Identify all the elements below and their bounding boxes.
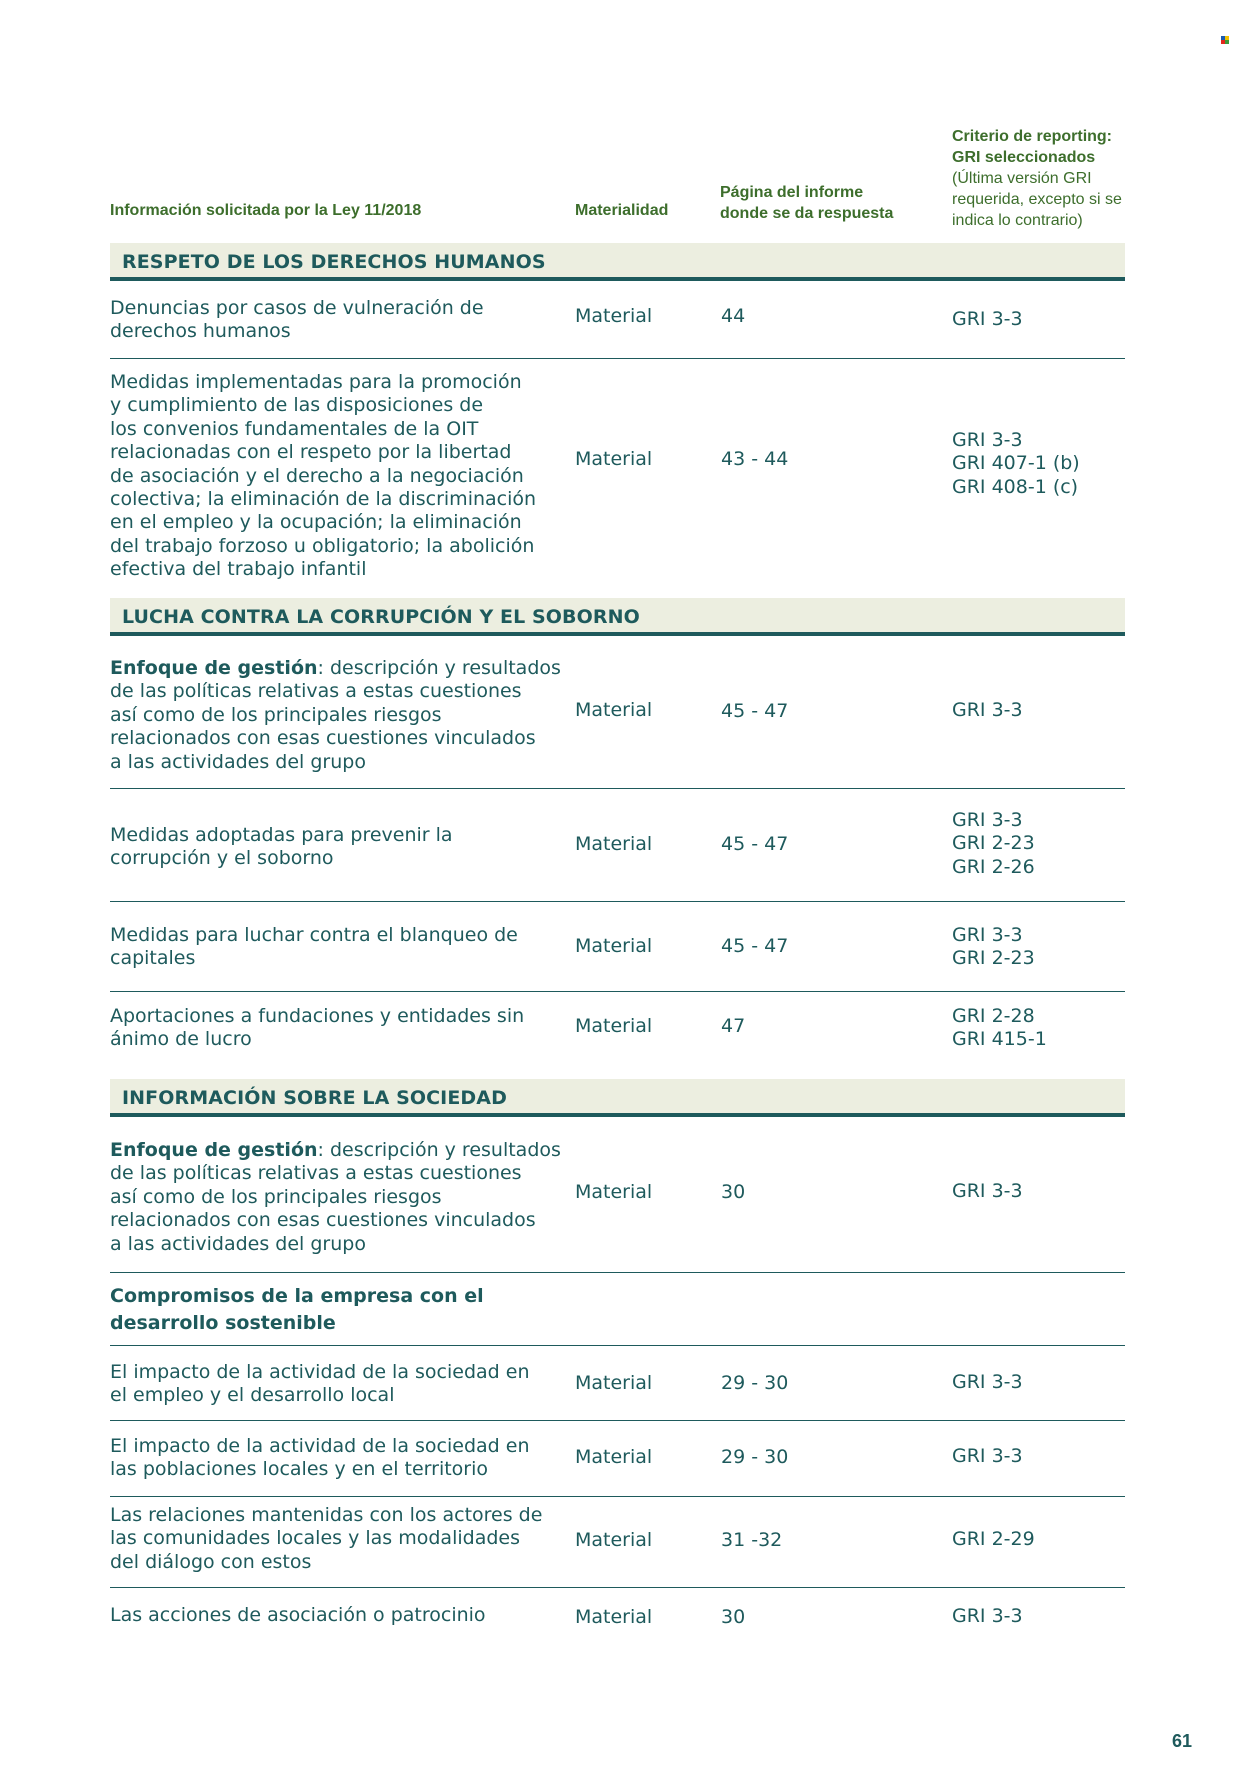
row-empleo-gri: GRI 3-3 [952, 1371, 1023, 1393]
page-number: 61 [1172, 1731, 1193, 1751]
section-title: RESPETO DE LOS DERECHOS HUMANOS [122, 251, 546, 273]
header-pagina: Página del informe donde se da respuesta [720, 184, 894, 222]
row-divider [110, 788, 1125, 789]
row-enfoque-sociedad-info: Enfoque de gestión: descripción y resultados de las políticas relativas a estas cuestiones así como de los principales riesgos relacionados con esas cuestiones vinculados a las actividades del grupo [110, 1139, 561, 1255]
row-poblaciones-info: El impacto de la actividad de la sociedad en las poblaciones locales y en el territorio [110, 1435, 530, 1481]
brand-logo [1221, 36, 1229, 44]
row-denuncias-gri: GRI 3-3 [952, 308, 1023, 330]
row-oit-materialidad: Material [575, 448, 653, 470]
row-poblaciones-materialidad: Material [575, 1446, 653, 1468]
header-materialidad: Materialidad [575, 202, 669, 219]
header-info: Información solicitada por la Ley 11/2018 [110, 202, 422, 219]
row-enfoque-sociedad-pagina: 30 [721, 1181, 746, 1203]
header-criterio: Criterio de reporting: GRI seleccionados (Última versión GRI requerida, excepto si se indica lo contrario) [952, 128, 1122, 229]
row-oit-info: Medidas implementadas para la promoción y cumplimiento de las disposiciones de los convenios fundamentales de la OIT relacionadas con el respeto por la libertad de asociación y el derecho a la negociación colectiva; la eliminación de la discriminación en el empleo y la ocupación; la eliminación del trabajo forzoso u obligatorio; la abolición efectiva del trabajo infantil [110, 371, 537, 581]
row-prevenir-pagina: 45 - 47 [721, 833, 789, 855]
row-blanqueo-info: Medidas para luchar contra el blanqueo de capitales [110, 924, 518, 970]
row-divider [110, 1272, 1125, 1273]
row-relaciones-info: Las relaciones mantenidas con los actores de las comunidades locales y las modalidades del diálogo con estos [110, 1504, 543, 1573]
section-title: LUCHA CONTRA LA CORRUPCIÓN Y EL SOBORNO [122, 606, 640, 628]
subheading-compromisos: Compromisos de la empresa con el desarrollo sostenible [110, 1285, 484, 1334]
row-oit-gri: GRI 3-3 GRI 407-1 (b) GRI 408-1 (c) [952, 429, 1080, 498]
row-empleo-info: El impacto de la actividad de la sociedad en el empleo y el desarrollo local [110, 1361, 530, 1407]
row-prevenir-gri: GRI 3-3 GRI 2-23 GRI 2-26 [952, 809, 1035, 878]
row-patrocinio-pagina: 30 [721, 1606, 746, 1628]
row-blanqueo-materialidad: Material [575, 935, 653, 957]
row-aportaciones-pagina: 47 [721, 1015, 746, 1037]
row-relaciones-gri: GRI 2-29 [952, 1528, 1035, 1550]
row-divider [110, 901, 1125, 902]
row-oit-pagina: 43 - 44 [721, 448, 789, 470]
section-title: INFORMACIÓN SOBRE LA SOCIEDAD [122, 1087, 507, 1109]
row-enfoque-sociedad-gri: GRI 3-3 [952, 1180, 1023, 1202]
section-sociedad [110, 1079, 1125, 1117]
row-poblaciones-gri: GRI 3-3 [952, 1445, 1023, 1467]
row-blanqueo-gri: GRI 3-3 GRI 2-23 [952, 924, 1035, 970]
section-corrupcion [110, 598, 1125, 636]
row-patrocinio-info: Las acciones de asociación o patrocinio [110, 1604, 486, 1626]
row-aportaciones-gri: GRI 2-28 GRI 415-1 [952, 1005, 1047, 1051]
row-empleo-materialidad: Material [575, 1372, 653, 1394]
row-relaciones-materialidad: Material [575, 1529, 653, 1551]
row-denuncias-pagina: 44 [721, 305, 746, 327]
row-enfoque-corrupcion-pagina: 45 - 47 [721, 700, 789, 722]
row-enfoque-sociedad-materialidad: Material [575, 1181, 653, 1203]
row-empleo-pagina: 29 - 30 [721, 1372, 789, 1394]
row-divider [110, 1420, 1125, 1421]
row-denuncias-info: Denuncias por casos de vulneración de derechos humanos [110, 297, 484, 343]
section-derechos-humanos [110, 243, 1125, 281]
row-poblaciones-pagina: 29 - 30 [721, 1446, 789, 1468]
row-divider [110, 1587, 1125, 1588]
row-divider [110, 358, 1125, 359]
row-prevenir-materialidad: Material [575, 833, 653, 855]
row-enfoque-corrupcion-gri: GRI 3-3 [952, 699, 1023, 721]
row-aportaciones-info: Aportaciones a fundaciones y entidades sin ánimo de lucro [110, 1005, 525, 1051]
row-patrocinio-gri: GRI 3-3 [952, 1605, 1023, 1627]
row-divider [110, 1345, 1125, 1346]
row-denuncias-materialidad: Material [575, 305, 653, 327]
row-enfoque-corrupcion-materialidad: Material [575, 699, 653, 721]
row-prevenir-info: Medidas adoptadas para prevenir la corrupción y el soborno [110, 824, 453, 870]
row-divider [110, 1496, 1125, 1497]
row-aportaciones-materialidad: Material [575, 1015, 653, 1037]
row-relaciones-pagina: 31 -32 [721, 1529, 783, 1551]
row-divider [110, 991, 1125, 992]
row-blanqueo-pagina: 45 - 47 [721, 935, 789, 957]
row-enfoque-corrupcion-info: Enfoque de gestión: descripción y resultados de las políticas relativas a estas cuestiones así como de los principales riesgos relacionados con esas cuestiones vinculados a las actividades del grupo [110, 657, 561, 773]
row-patrocinio-materialidad: Material [575, 1606, 653, 1628]
